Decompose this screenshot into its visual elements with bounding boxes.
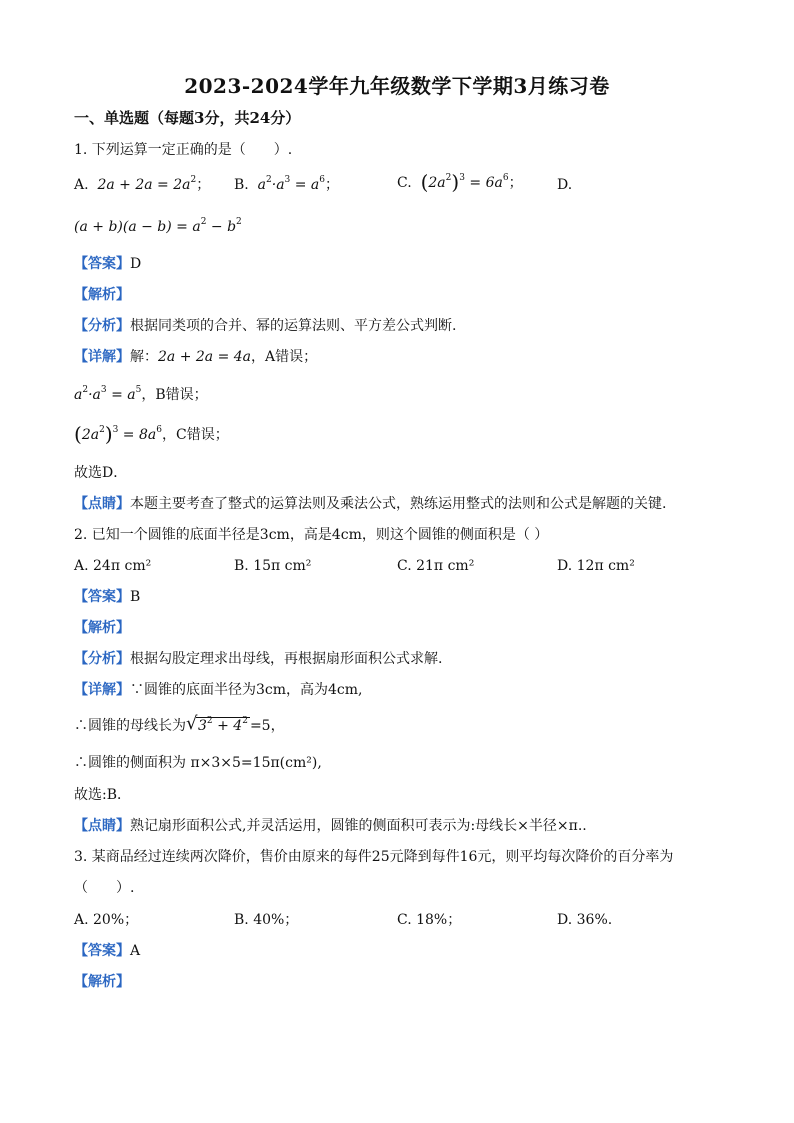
q1-xiangjie-1: 【详解】解：2a + 2a = 4a，A错误； — [74, 349, 318, 365]
q2-stem: 2. 已知一个圆锥的底面半径是3cm，高是4cm，则这个圆锥的侧面积是（ ） — [74, 527, 549, 543]
q3-option-b: B. 40%； — [234, 912, 299, 928]
q2-xiangjie-3: ∴圆锥的侧面积为 π×3×5=15π(cm²), — [74, 755, 322, 771]
q2-analysis-tag: 【解析】 — [74, 620, 130, 636]
q3-option-d: D. 36%. — [557, 912, 613, 928]
q2-xiangjie-1: 【详解】∵圆锥的底面半径为3cm，高为4cm, — [74, 682, 363, 698]
q1-conclusion: 故选D． — [74, 465, 128, 481]
q1-dianjing: 【点睛】本题主要考查了整式的运算法则及乘法公式，熟练运用整式的法则和公式是解题的关键. — [74, 496, 667, 512]
q2-option-a: A. 24π cm² — [74, 558, 152, 574]
q1-fenxi: 【分析】根据同类项的合并、幂的运算法则、平方差公式判断. — [74, 318, 457, 334]
q1-option-d-formula: $(a + b)(a - b) = a^2 - b^2$ — [74, 217, 242, 235]
q1-xiangjie-3: $(2a^2)^3 = 8a^6$，C错误； — [74, 422, 229, 446]
q1-answer: 【答案】D — [74, 256, 142, 272]
q2-answer: 【答案】B — [74, 589, 141, 605]
q2-conclusion: 故选:B． — [74, 787, 132, 803]
section-heading: 一、单选题（每题3分，共24分） — [74, 109, 301, 127]
q3-stem: 3. 某商品经过连续两次降价，售价由原来的每件25元降到每件16元，则平均每次降价的百分率为 — [74, 849, 674, 865]
q1-option-b: B. $a^2\cdot a^3 = a^6$； — [234, 175, 339, 193]
q1-xiangjie-2: $a^2\cdot a^3 = a^5$，B错误； — [74, 385, 208, 403]
q2-option-d: D. 12π cm² — [557, 558, 635, 574]
q1-stem: 1. 下列运算一定正确的是（ ）. — [74, 142, 293, 158]
q1-option-a: A. $2a + 2a = 2a^2$； — [74, 175, 211, 193]
q2-xiangjie-2: ∴圆锥的母线长为 √ $3^2 + 4^2 =5$， — [74, 713, 285, 734]
q3-option-a: A. 20%； — [74, 912, 139, 928]
q2-fenxi: 【分析】根据勾股定理求出母线，再根据扇形面积公式求解. — [74, 651, 443, 667]
q2-option-b: B. 15π cm² — [234, 558, 312, 574]
q3-stem-cont: （ ）. — [74, 880, 135, 896]
q2-option-c: C. 21π cm² — [397, 558, 475, 574]
q1-analysis-tag: 【解析】 — [74, 287, 130, 303]
page-title: 2023-2024学年九年级数学下学期3月练习卷 — [184, 74, 610, 98]
q1-option-d-label: D. — [557, 177, 573, 193]
q3-analysis-tag: 【解析】 — [74, 974, 130, 990]
q3-option-c: C. 18%； — [397, 912, 462, 928]
q1-option-c: C. $(2a^2)^3 = 6a^6$； — [397, 170, 523, 194]
q3-answer: 【答案】A — [74, 943, 141, 959]
q2-dianjing: 【点睛】熟记扇形面积公式,并灵活运用，圆锥的侧面积可表示为:母线长×半径×π.. — [74, 818, 587, 834]
